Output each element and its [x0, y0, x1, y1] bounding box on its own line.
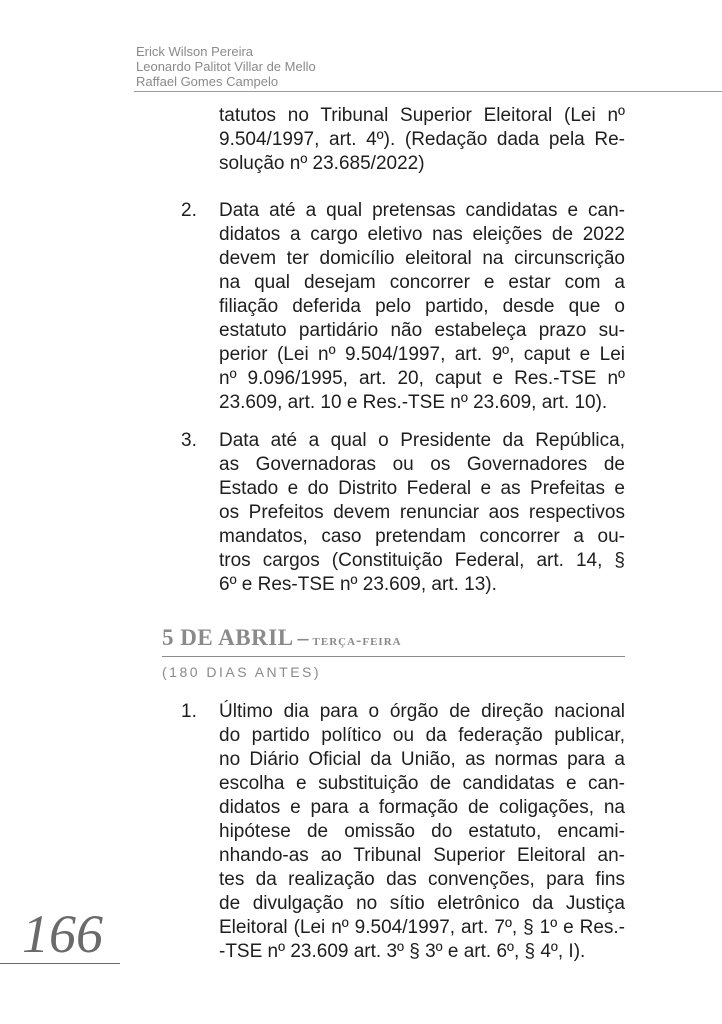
text-line: escolha e substituição de candidatas e can- — [219, 773, 625, 794]
text-line: no Diário Oficial da União, as normas para a — [219, 749, 625, 770]
text-line: didatos e para a formação de coligações, na — [219, 797, 625, 818]
text-line: solução nº 23.685/2022) — [219, 153, 425, 174]
running-header-authors — [136, 44, 316, 89]
author-name: Raffael Gomes Campelo — [136, 74, 279, 89]
text-line: Data até a qual o Presidente da República, — [219, 430, 625, 451]
text-line: hipótese de omissão do estatuto, encami- — [219, 821, 625, 842]
text-line: 6º e Res-TSE nº 23.609, art. 13). — [219, 574, 497, 595]
list-item — [181, 429, 625, 597]
text-line: Estado e do Distrito Federal e as Prefeitas e — [219, 478, 625, 499]
section-dash: – — [297, 625, 309, 650]
list-item-number: 1. — [181, 701, 197, 722]
text-line: 23.609, art. 10 e Res.-TSE nº 23.609, art. 10). — [219, 392, 608, 413]
text-line: mandatos, caso pretendam concorrer a ou- — [219, 526, 625, 547]
text-line: 9.504/1997, art. 4º). (Redação dada pela Re- — [219, 129, 625, 150]
list-item — [181, 700, 625, 964]
text-line: as Governadoras ou os Governadores de — [219, 454, 625, 475]
footer-divider — [0, 963, 120, 964]
text-line: de divulgação no sítio eletrônico da Justiça — [219, 893, 625, 914]
text-line: devem ter domicílio eleitoral na circunscrição — [219, 248, 625, 269]
text-line: do partido político ou da federação publicar, — [219, 725, 625, 746]
text-line: Último dia para o órgão de direção nacional — [219, 701, 625, 722]
author-name: Leonardo Palitot Villar de Mello — [136, 59, 316, 74]
section-divider — [162, 656, 625, 657]
list-item-number: 2. — [181, 200, 197, 221]
text-line: Eleitoral (Lei nº 9.504/1997, art. 7º, § 1º e Res.- — [219, 917, 625, 938]
page-number: 166 — [22, 904, 103, 964]
list-item — [181, 199, 625, 415]
list-item-number: 3. — [181, 430, 197, 451]
section-date: 5 DE ABRIL — [162, 625, 294, 650]
header-divider — [134, 91, 722, 92]
continued-paragraph — [219, 104, 625, 176]
text-line: estatuto partidário não estabeleça prazo su- — [219, 320, 625, 341]
text-line: -TSE nº 23.609 art. 3º § 3º e art. 6º, § 4º, I). — [219, 941, 586, 962]
section-subtitle: (180 DIAS ANTES) — [162, 664, 322, 680]
text-line: os Prefeitos devem renunciar aos respectivos — [219, 502, 625, 523]
text-line: perior (Lei nº 9.504/1997, art. 9º, caput e Lei — [219, 344, 625, 365]
text-line: nhando-as ao Tribunal Superior Eleitoral an- — [219, 845, 625, 866]
section-heading — [162, 625, 402, 651]
text-line: didatos a cargo eletivo nas eleições de 2022 — [219, 224, 625, 245]
text-line: tes da realização das convenções, para fins — [219, 869, 625, 890]
section-weekday: terça-feira — [312, 632, 402, 649]
text-line: filiação deferida pelo partido, desde que o — [219, 296, 625, 317]
text-line: tros cargos (Constituição Federal, art. 14, § — [219, 550, 625, 571]
text-line: nº 9.096/1995, art. 20, caput e Res.-TSE nº — [219, 368, 625, 389]
text-line: tatutos no Tribunal Superior Eleitoral (Lei nº — [219, 105, 625, 126]
author-name: Erick Wilson Pereira — [136, 44, 254, 59]
text-line: na qual desejam concorrer e estar com a — [219, 272, 625, 293]
text-line: Data até a qual pretensas candidatas e can- — [219, 200, 625, 221]
